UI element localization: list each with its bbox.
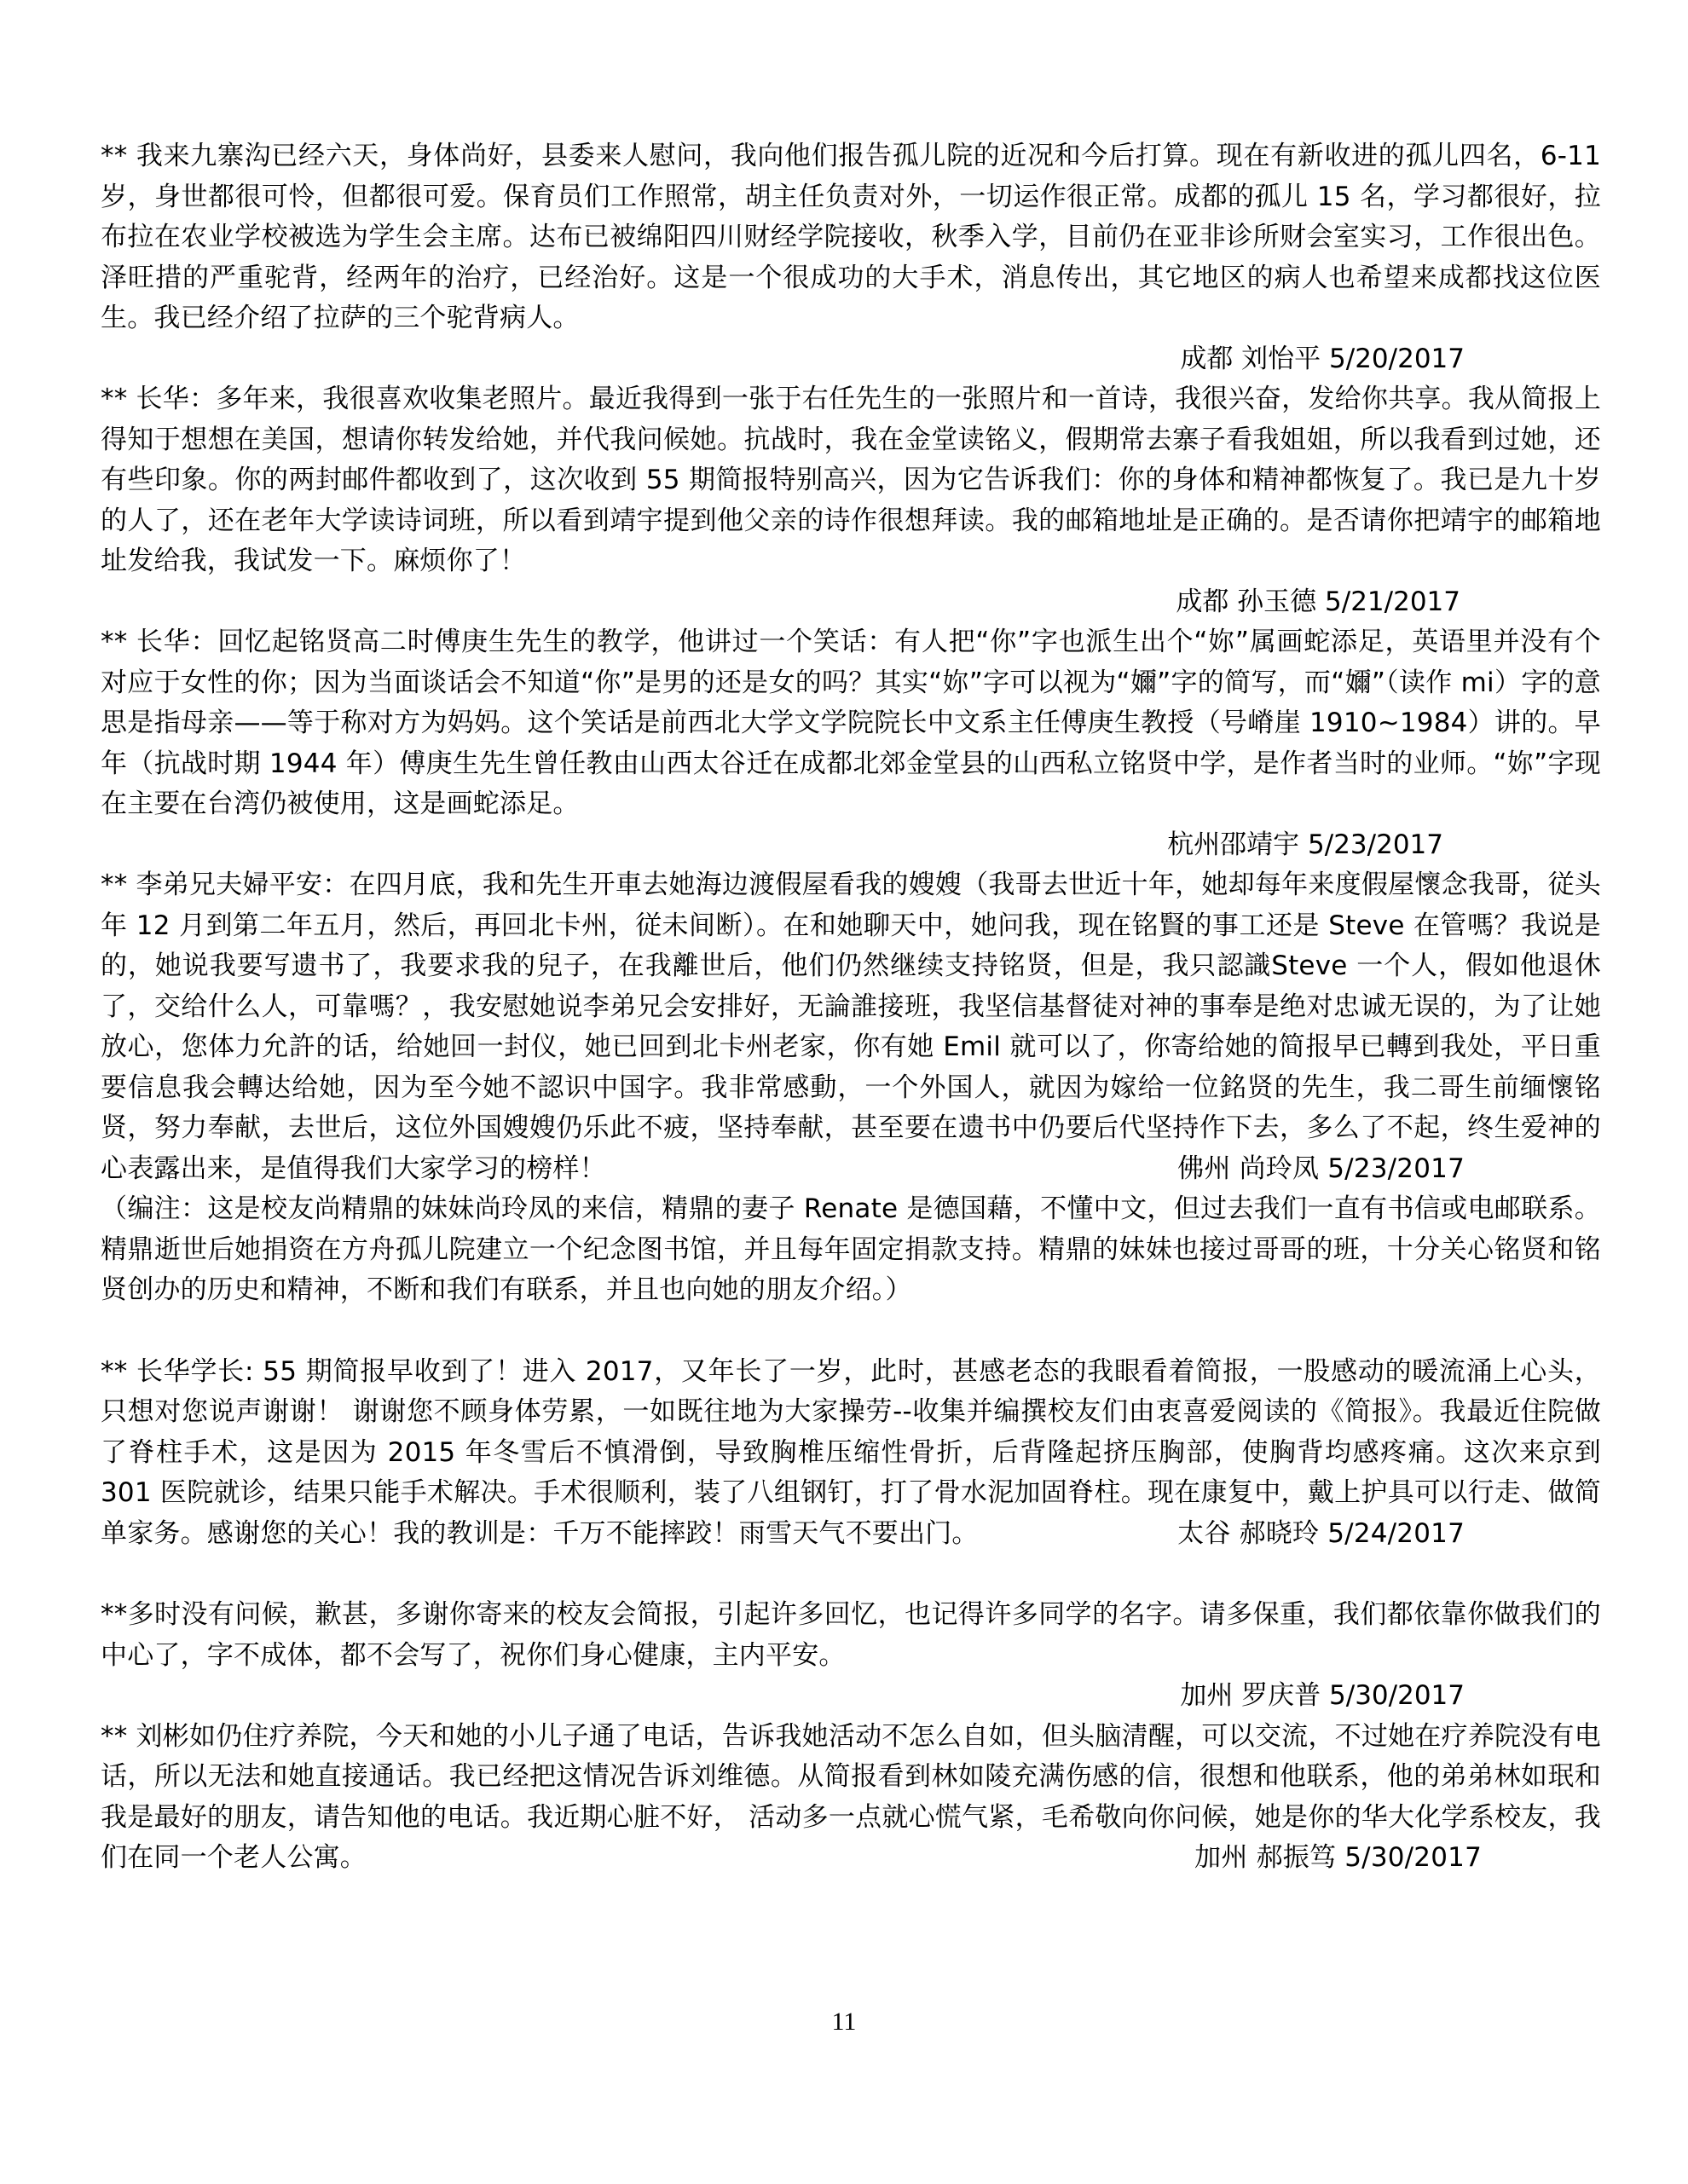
letter-5-signature: 太谷 郝晓玲 5/24/2017 (1177, 1517, 1465, 1549)
letter-7-signature: 加州 郝振笃 5/30/2017 (1194, 1842, 1482, 1873)
page-number: 11 (831, 2008, 857, 2036)
letter-1-text: ** 我来九寨沟已经六天，身体尚好，县委来人慰问，我向他们报告孤儿院的近况和今后打算。现在有新收进的孤儿四名，6-11 岁，身世都很可怜，但都很可爱。保育员们工作照常，胡主任负责对外，一切运作很正常。成都的孤儿 15 名，学习都很好，拉布拉在农业学校被选为学生会主席。达布已被绵阳四川财经学院接收，秋季入学，目前仍在亚非诊所财会室实习，工作很出色。泽旺措的严重驼背，经两年的治疗，已经治好。这是一个很成功的大手术，消息传出，其它地区的病人也希望来成都找这位医生。我已经介绍了拉萨的三个驼背病人。 (101, 141, 1601, 333)
letter-4-editor-note: （编注：这是校友尚精鼎的妹妹尚玲凤的来信，精鼎的妻子 Renate 是德国藉，不懂中文，但过去我们一直有书信或电邮联系。精鼎逝世后她捐资在方舟孤儿院建立一个纪念图书馆，并且每年固定捐款支持。精鼎的妹妹也接过哥哥的班，十分关心铭贤和铭贤创办的历史和精神，不断和我们有联系，并且也向她的朋友介绍。） (101, 1193, 1601, 1305)
letter-4-body: ** 李弟兄夫婦平安：在四月底，我和先生开車去她海边渡假屋看我的嫂嫂（我哥去世近十年，她却每年来度假屋懷念我哥，従头年 12 月到第二年五月，然后，再回北卡州，従未间断）。在和她聊天中，她问我，现在铭賢的事工还是 Steve 在管嗎？我说是的，她说我要写遗书了，我要求我的兒子，在我離世后，他们仍然继续支持铭贤，但是，我只認識Steve 一个人，假如他退休了，交给什么人，可靠嗎？，我安慰她说李弟兄会安排好，无論誰接班，我坚信基督徒对神的事奉是绝对忠诚无误的，为了让她放心，您体力允許的话，给她回一封仪，她已回到北卡州老家，你有她 Emil 就可以了，你寄给她的简报早已轉到我处，平日重要信息我会轉达给她，因为至今她不認识中国字。我非常感動，一个外国人，就因为嫁给一位銘贤的先生，我二哥生前缅懷铭贤，努力奉献，去世后，这位外国嫂嫂仍乐此不疲，坚持奉献，甚至要在遗书中仍要后代坚持作下去，多么了不起，终生爱神的心表露出来，是值得我们大家学习的榜样！ (101, 870, 1601, 1184)
letter-2-signature: 成都 孙玉德 5/21/2017 (1176, 586, 1460, 617)
spacer (101, 1554, 1601, 1595)
letter-5-body: ** 长华学长: 55 期简报早收到了！进入 2017，又年长了一岁，此时，甚感老态的我眼看着简报，一股感动的暖流涌上心头，只想对您说声谢谢！ 谢谢您不顾身体劳累，一如既往地为大家操劳--收集并编撰校友们由衷喜爱阅读的《简报》。我最近住院做了脊柱手术，这是因为 2015 年冬雪后不慎滑倒，导致胸椎压缩性骨折，后背隆起挤压胸部，使胸背均感疼痛。这次来京到 301 医院就诊，结果只能手术解决。手术很顺利，装了八组钢钉，打了骨水泥加固脊柱。现在康复中，戴上护具可以行走、做简单家务。感谢您的关心！我的教训是：千万不能摔跤！雨雪天气不要出门。 (101, 1355, 1601, 1549)
letter-3-signature: 杭州邵靖宇 5/23/2017 (1167, 829, 1443, 860)
spacer (101, 1311, 1601, 1352)
letter-4-signature: 佛州 尚玲凤 5/23/2017 (1177, 1153, 1465, 1184)
letter-6-signature: 加州 罗庆普 5/30/2017 (1180, 1680, 1465, 1711)
letter-4-text (101, 865, 1601, 1189)
letter-1-signature: 成都 刘怡平 5/20/2017 (1180, 343, 1465, 374)
letter-3-text: ** 长华：回忆起铭贤高二时傅庚生先生的教学，他讲过一个笑话：有人把“你”字也派生出个“妳”属画蛇添足，英语里并没有个对应于女性的你；因为当面谈话会不知道“你”是男的还是女的吗？其实“妳”字可以视为“嬭”字的简写，而“嬭”（读作 mi）字的意思是指母亲——等于称对方为妈妈。这个笑话是前西北大学文学院院长中文系主任傅庚生教授（号嵴崖 1910~1984）讲的。早年（抗战时期 1944 年）傅庚生先生曾任教由山西太谷迁在成都北郊金堂县的山西私立铭贤中学，是作者当时的业师。“妳”字现在主要在台湾仍被使用，这是画蛇添足。 (101, 627, 1601, 819)
letter-7-body: ** 刘彬如仍住疗养院，今天和她的小儿子通了电话，告诉我她活动不怎么自如，但头脑清醒，可以交流，不过她在疗养院没有电话，所以无法和她直接通话。我已经把这情况告诉刘维德。从简报看到林如陵充满伤感的信，很想和他联系，他的弟弟林如珉和我是最好的朋友，请告知他的电话。我近期心脏不好， 活动多一点就心慌气紧，毛希敬向你问候，她是你的华大化学系校友，我们在同一个老人公寓。 (101, 1720, 1601, 1873)
letter-2-text: ** 长华：多年来，我很喜欢收集老照片。最近我得到一张于右任先生的一张照片和一首诗，我很兴奋，发给你共享。我从简报上得知于想想在美国，想请你转发给她，并代我问候她。抗战时，我在金堂读铭义，假期常去寨子看我姐姐，所以我看到过她，还有些印象。你的两封邮件都收到了，这次收到 55 期简报特别高兴，因为它告诉我们：你的身体和精神都恢复了。我已是九十岁的人了，还在老年大学读诗词班，所以看到靖宇提到他父亲的诗作很想拜读。我的邮箱地址是正确的。是否请你把靖宇的邮箱地址发给我，我试发一下。麻烦你了！ (101, 384, 1601, 576)
letter-7-text (101, 1717, 1601, 1879)
letter-6-text: **多时没有问候，歉甚，多谢你寄来的校友会简报，引起许多回忆，也记得许多同学的名字。请多保重，我们都依靠你做我们的中心了，字不成体，都不会写了，祝你们身心健康，主内平安。 (101, 1599, 1601, 1671)
page-content (101, 136, 1601, 1879)
letter-5-text (101, 1352, 1601, 1555)
